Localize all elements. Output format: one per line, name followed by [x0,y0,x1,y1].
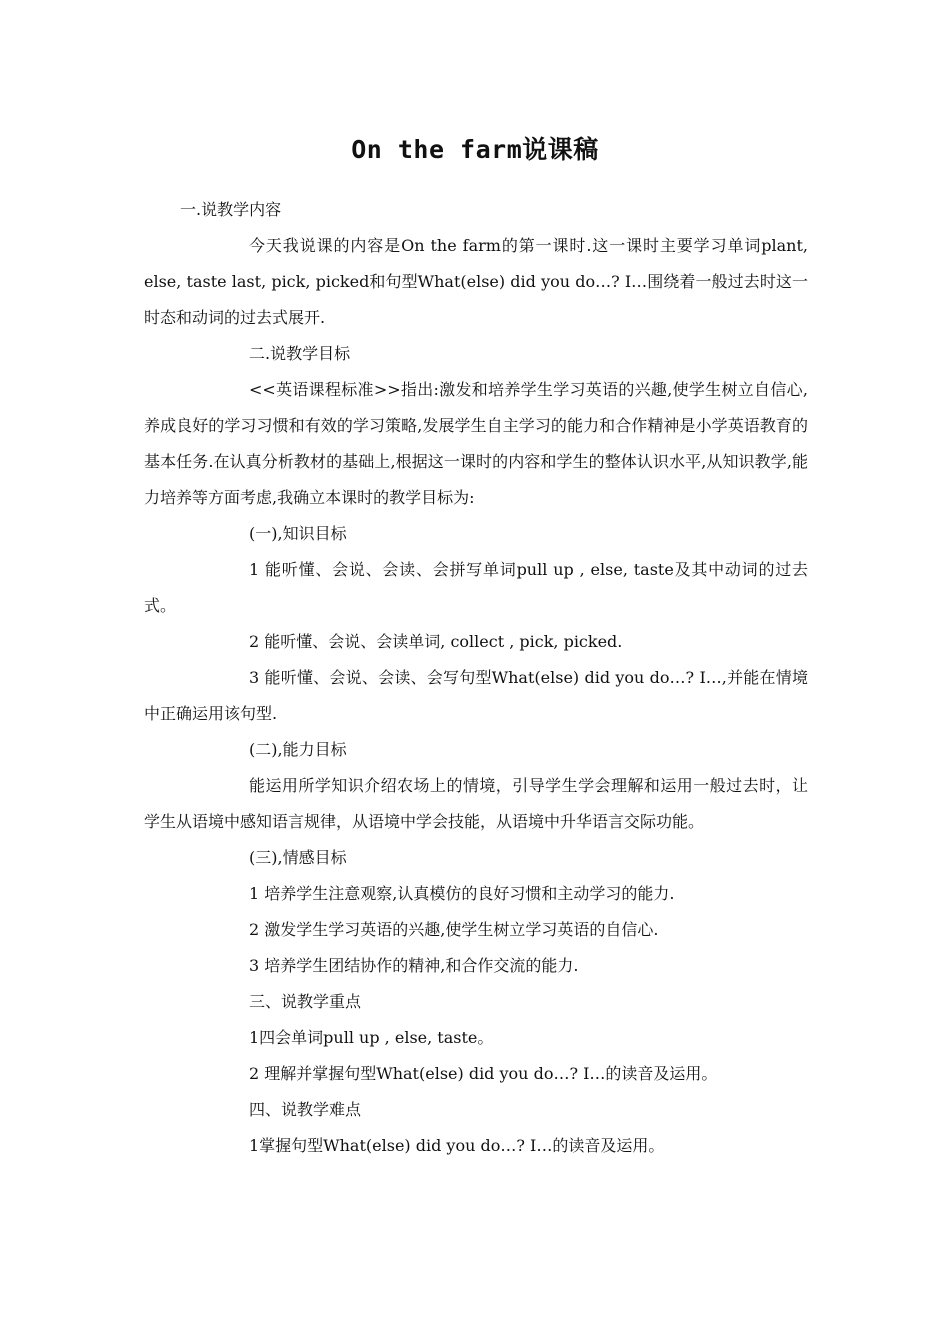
list-item: 1掌握句型What(else) did you do…? I…的读音及运用。 [249,1136,665,1155]
list-item: 1 能听懂、会说、会读、会拼写单词pull up , else, taste及其中动词的过去式。 [144,560,808,615]
list-item: 2 理解并掌握句型What(else) did you do…? I…的读音及运用。 [249,1064,718,1083]
list-item: 3 培养学生团结协作的精神,和合作交流的能力. [249,956,579,975]
subheading-knowledge: (一),知识目标 [249,524,347,543]
list-item: 2 激发学生学习英语的兴趣,使学生树立学习英语的自信心. [249,920,659,939]
paragraph-content: 今天我说课的内容是On the farm的第一课时.这一课时主要学习单词plant, else, taste last, pick, picked和句型What(else) did you do…? I…围绕着一般过去时这一时态和动词的过去式展开. [144,236,808,327]
document-body [144,192,808,1164]
list-item: 3 能听懂、会说、会读、会写句型What(else) did you do…? I…,并能在情境中正确运用该句型. [144,668,808,723]
section-heading-key-points: 三、说教学重点 [249,992,362,1011]
section-heading-objectives: 二.说教学目标 [249,344,351,363]
list-item: 1四会单词pull up , else, taste。 [249,1028,494,1047]
paragraph-standard: <<英语课程标准>>指出:激发和培养学生学习英语的兴趣,使学生树立自信心,养成良好的学习习惯和有效的学习策略,发展学生自主学习的能力和合作精神是小学英语教育的基本任务.在认真分析教材的基础上,根据这一课时的内容和学生的整体认识水平,从知识教学,能力培养等方面考虑,我确立本课时的教学目标为: [144,380,808,507]
subheading-emotion: (三),情感目标 [249,848,347,867]
subheading-ability: (二),能力目标 [249,740,347,759]
page-title: On the farm说课稿 [351,135,599,164]
paragraph-ability: 能运用所学知识介绍农场上的情境，引导学生学会理解和运用一般过去时，让学生从语境中感知语言规律，从语境中学会技能，从语境中升华语言交际功能。 [144,776,808,831]
list-item: 1 培养学生注意观察,认真模仿的良好习惯和主动学习的能力. [249,884,675,903]
section-heading-difficulties: 四、说教学难点 [249,1100,362,1119]
list-item: 2 能听懂、会说、会读单词, collect , pick, picked. [249,632,623,651]
section-heading-content: 一.说教学内容 [180,200,282,219]
